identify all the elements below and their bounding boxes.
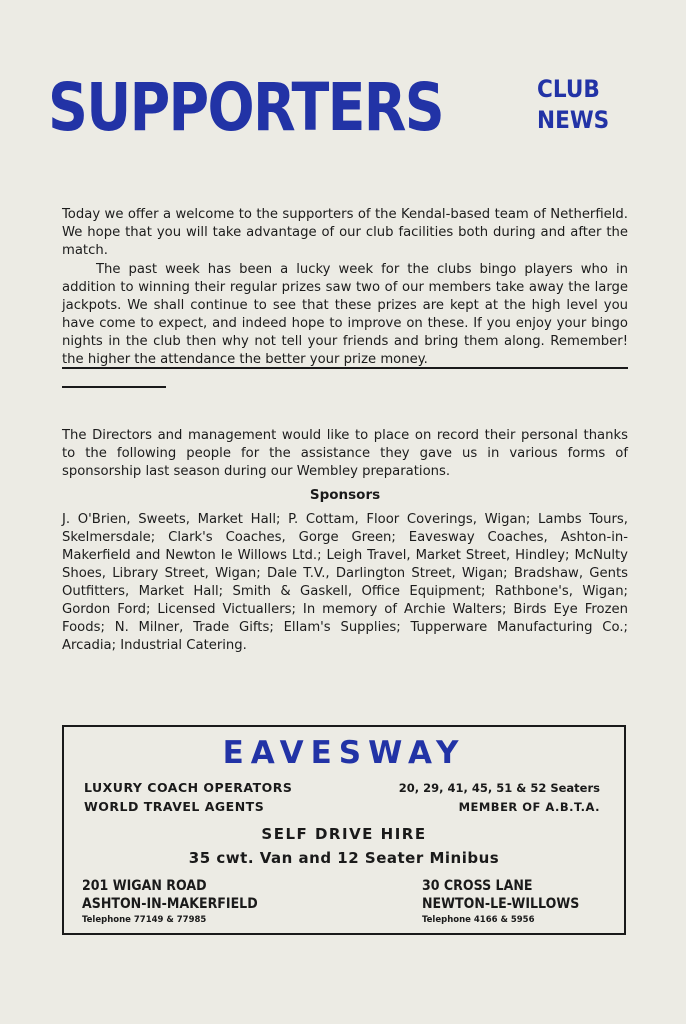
sponsors-paragraph: [62, 511, 628, 655]
bingo-paragraph: [62, 261, 628, 369]
advert-right-address-town: NEWTON-LE-WILLOWS: [422, 896, 580, 912]
advert-left-address-street: 201 WIGAN ROAD: [82, 878, 207, 894]
thanks-text: The Directors and management would like to place on record their personal thanks to the following people for the assistance they gave us in various forms of sponsorship last season during our Wembley preparations.: [62, 428, 628, 479]
masthead-subtitle-news: NEWS: [537, 106, 610, 134]
advert-right-address-street: 30 CROSS LANE: [422, 878, 533, 894]
masthead-subtitle: [537, 74, 609, 136]
advert-company-name: EAVESWAY: [222, 735, 466, 771]
underline-rule-short: [62, 386, 166, 388]
advert-tagline-travel: WORLD TRAVEL AGENTS: [84, 799, 265, 814]
intro-text: Today we offer a welcome to the supporters of the Kendal-based team of Netherfield. We hope that you will take advantage of our club facilities both during and after the match.: [62, 207, 628, 258]
advert-right-telephone: Telephone 4166 & 5956: [422, 915, 535, 925]
intro-paragraph: [62, 206, 628, 260]
bingo-text: The past week has been a lucky week for the clubs bingo players who in addition to winning their regular prizes saw two of our members take away the large jackpots. We shall continue to see that these prizes are kept at the high level you have come to expect, and indeed hope to improve on these. If you enjoy your bingo nights in the club then why not tell your friends and bring them along. Remember! the higher the attendance the better your prize money.: [62, 262, 628, 367]
masthead-title: SUPPORTERS: [48, 69, 444, 146]
sponsors-list: J. O'Brien, Sweets, Market Hall; P. Cottam, Floor Coverings, Wigan; Lambs Tours, Skelmersdale; Clark's Coaches, Gorge Green; Eavesway Coaches, Ashton-in-Makerfield and Newton le Willows Ltd.; Leigh Travel, Market Street, Hindley; McNulty Shoes, Library Street, Wigan; Dale T.V., Darlington Street, Wigan; Bradshaw, Gents Outfitters, Market Hall; Smith & Gaskell, Office Equipment; Rathbone's, Wigan; Gordon Ford; Licensed Victuallers; In memory of Archie Walters; Birds Eye Frozen Foods; N. Milner, Trade Gifts; Ellam's Supplies; Tupperware Manufacturing Co.; Arcadia; Industrial Catering.: [62, 512, 628, 653]
underline-rule: [62, 367, 628, 369]
eavesway-advert: [62, 725, 626, 935]
advert-left-telephone: Telephone 77149 & 77985: [82, 915, 207, 925]
advert-self-drive: SELF DRIVE HIRE: [261, 825, 427, 843]
advert-vehicles: 35 cwt. Van and 12 Seater Minibus: [188, 849, 500, 867]
advert-membership: MEMBER OF A.B.T.A.: [458, 800, 600, 814]
advert-seaters: 20, 29, 41, 45, 51 & 52 Seaters: [398, 781, 600, 795]
advert-left-address-town: ASHTON-IN-MAKERFIELD: [82, 896, 258, 912]
thanks-paragraph: [62, 427, 628, 481]
advert-tagline-coach: LUXURY COACH OPERATORS: [84, 780, 293, 795]
masthead: [48, 68, 628, 148]
masthead-subtitle-club: CLUB: [537, 75, 600, 103]
sponsors-heading: Sponsors: [309, 487, 381, 503]
